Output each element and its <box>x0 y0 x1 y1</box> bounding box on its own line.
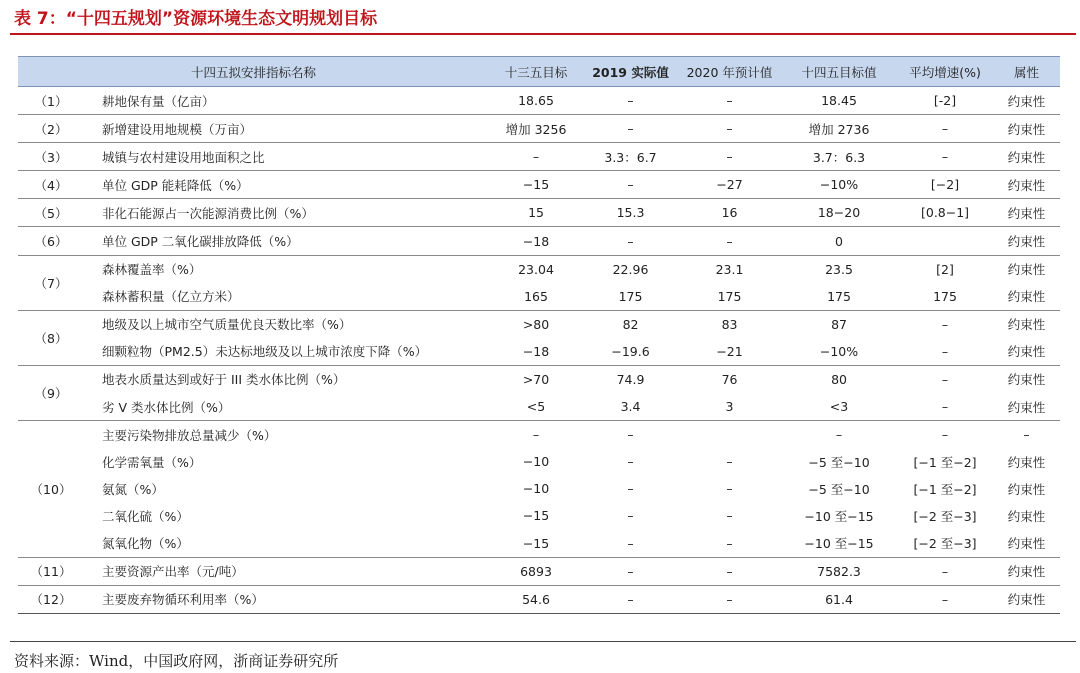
row-number: （6） <box>18 227 84 255</box>
col-attribute: 约束性 <box>1007 372 1046 388</box>
header-14th-target: 十四五目标值 <box>781 57 897 87</box>
col-2020-forecast: −21 <box>678 338 781 366</box>
col-attribute: 约束性 <box>1007 262 1046 278</box>
table-row <box>18 227 1060 255</box>
col-14th-target: 增加 2736 <box>781 115 897 143</box>
table-row <box>18 283 1060 311</box>
col-2019-actual: 3.3：6.7 <box>583 143 678 171</box>
indicator-name: 化学需氧量（%） <box>102 454 202 470</box>
col-13th-target: 18.65 <box>489 87 583 115</box>
col-14th-target: −10% <box>781 171 897 199</box>
indicator-name: 主要资源产出率（元/吨） <box>84 557 489 585</box>
col-13th-target: <5 <box>489 393 583 421</box>
col-2020-forecast: – <box>726 508 733 524</box>
row-number: （5） <box>18 199 84 227</box>
header-indicator-name: 十四五拟安排指标名称 <box>18 57 489 87</box>
table-title: 表 7：“十四五规划”资源环境生态文明规划目标 <box>14 9 378 29</box>
col-2020-forecast: – <box>678 585 781 613</box>
col-2020-forecast: 23.1 <box>715 261 744 277</box>
col-avg-growth: [0.8−1] <box>897 199 993 227</box>
col-attribute: 约束性 <box>993 87 1060 115</box>
col-attribute: 约束性 <box>993 283 1060 311</box>
col-14th-target: 7582.3 <box>781 557 897 585</box>
col-2019-actual: −19.6 <box>583 338 678 366</box>
table-row <box>18 421 1060 449</box>
table-row <box>18 585 1060 613</box>
col-avg-growth: [−2 至−3] <box>897 530 993 558</box>
col-14th-target: 87 <box>831 316 847 332</box>
row-number: （8） <box>18 310 84 365</box>
col-13th-target: 23.04 <box>518 261 554 277</box>
col-13th-target: −10 <box>522 454 550 470</box>
col-attribute: 约束性 <box>993 393 1060 421</box>
col-13th-target: −15 <box>522 508 550 524</box>
col-13th-target: 15 <box>489 199 583 227</box>
col-2020-forecast: – <box>678 115 781 143</box>
col-avg-growth: – <box>941 427 949 443</box>
indicator-name: 单位 GDP 能耗降低（%） <box>84 171 489 199</box>
col-14th-target: 18.45 <box>781 87 897 115</box>
col-2020-forecast: – <box>678 87 781 115</box>
table-row <box>18 502 1060 529</box>
col-avg-growth: – <box>897 393 993 421</box>
col-2019-actual: – <box>627 427 634 443</box>
col-14th-target: 3.7：6.3 <box>781 143 897 171</box>
col-avg-growth: [-2] <box>897 87 993 115</box>
col-2020-forecast: 3 <box>678 393 781 421</box>
col-13th-target: −18 <box>489 227 583 255</box>
col-13th-target: 6893 <box>489 557 583 585</box>
col-13th-target: – <box>532 427 540 443</box>
col-14th-target: 18−20 <box>781 199 897 227</box>
col-2019-actual: 82 <box>622 316 639 332</box>
col-attribute: 约束性 <box>993 530 1060 558</box>
col-14th-target: −10 至−15 <box>804 508 874 524</box>
row-number: （3） <box>18 143 84 171</box>
col-2019-actual: – <box>583 557 678 585</box>
col-2020-forecast: – <box>678 557 781 585</box>
table-row <box>18 115 1060 143</box>
col-2019-actual: – <box>583 585 678 613</box>
col-avg-growth: [−2] <box>897 171 993 199</box>
table-row <box>18 530 1060 558</box>
row-number: （9） <box>18 365 84 420</box>
col-avg-growth: – <box>897 338 993 366</box>
col-2019-actual: – <box>583 227 678 255</box>
col-13th-target: – <box>489 143 583 171</box>
col-14th-target: – <box>835 427 843 443</box>
col-14th-target: −10 至−15 <box>781 530 897 558</box>
col-avg-growth: – <box>897 585 993 613</box>
col-2020-forecast: 83 <box>721 316 738 332</box>
row-number: （11） <box>18 557 84 585</box>
row-number: （2） <box>18 115 84 143</box>
col-14th-target: −5 至−10 <box>808 454 870 470</box>
header-attribute: 属性 <box>993 57 1060 87</box>
table-row <box>18 87 1060 115</box>
table-row <box>18 143 1060 171</box>
col-14th-target: −10% <box>781 338 897 366</box>
col-2020-forecast: – <box>678 530 781 558</box>
col-2019-actual: 22.96 <box>612 261 649 277</box>
col-attribute: 约束性 <box>1007 454 1046 470</box>
col-2019-actual: – <box>583 530 678 558</box>
col-attribute: 约束性 <box>993 338 1060 366</box>
row-number: （10） <box>18 421 84 557</box>
row-number: （12） <box>18 585 84 613</box>
col-2020-forecast <box>678 421 781 449</box>
col-2020-forecast: – <box>678 227 781 255</box>
col-14th-target: 175 <box>781 283 897 311</box>
col-14th-target: 80 <box>831 371 847 387</box>
col-14th-target: <3 <box>781 393 897 421</box>
col-14th-target: −5 至−10 <box>808 481 870 497</box>
col-13th-target: 增加 3256 <box>489 115 583 143</box>
title-divider <box>10 33 1076 35</box>
header-13th-target: 十三五目标 <box>489 57 583 87</box>
col-avg-growth <box>897 227 993 255</box>
indicator-name: 地级及以上城市空气质量优良天数比率（%） <box>102 317 352 333</box>
table-row <box>18 338 1060 366</box>
header-avg-growth: 平均增速(%) <box>897 57 993 87</box>
table-row <box>18 310 1060 338</box>
col-2019-actual: – <box>583 87 678 115</box>
col-avg-growth: – <box>897 143 993 171</box>
indicator-name: 二氧化硫（%） <box>102 508 189 524</box>
col-2020-forecast: −27 <box>678 171 781 199</box>
col-13th-target: 54.6 <box>489 585 583 613</box>
col-2019-actual: 74.9 <box>616 371 645 387</box>
row-number: （1） <box>18 87 84 115</box>
col-avg-growth: 175 <box>897 283 993 311</box>
planning-targets-table <box>18 56 1060 614</box>
indicator-name: 劣 V 类水体比例（%） <box>84 393 489 421</box>
header-2020-forecast: 2020 年预计值 <box>678 57 781 87</box>
col-2020-forecast: 76 <box>721 371 738 387</box>
col-avg-growth: – <box>941 371 949 387</box>
col-13th-target: >80 <box>522 316 550 332</box>
indicator-name: 森林蓄积量（亿立方米） <box>84 283 489 311</box>
col-2020-forecast: 16 <box>678 199 781 227</box>
indicator-name: 主要废弃物循环利用率（%） <box>84 585 489 613</box>
header-2019-actual: 2019 实际值 <box>583 57 678 87</box>
table-row <box>18 393 1060 421</box>
col-13th-target: −15 <box>489 171 583 199</box>
col-avg-growth: [−2 至−3] <box>913 508 977 524</box>
col-avg-growth: – <box>897 115 993 143</box>
col-2020-forecast: – <box>726 454 733 470</box>
indicator-name: 单位 GDP 二氧化碳排放降低（%） <box>84 227 489 255</box>
col-13th-target: −15 <box>489 530 583 558</box>
col-14th-target: 0 <box>781 227 897 255</box>
indicator-name: 氨氮（%） <box>102 481 164 497</box>
col-13th-target: >70 <box>522 371 550 387</box>
col-attribute: 约束性 <box>993 171 1060 199</box>
col-13th-target: −10 <box>522 481 550 497</box>
col-attribute: – <box>1023 427 1030 443</box>
table-row <box>18 365 1060 393</box>
col-13th-target: 165 <box>489 283 583 311</box>
col-attribute: 约束性 <box>993 115 1060 143</box>
row-number: （7） <box>18 255 84 310</box>
source-divider <box>10 641 1076 642</box>
indicator-name: 主要污染物排放总量减少（%） <box>102 427 277 443</box>
indicator-name: 细颗粒物（PM2.5）未达标地级及以上城市浓度下降（%） <box>84 338 489 366</box>
col-2020-forecast: – <box>726 481 733 497</box>
col-attribute: 约束性 <box>1007 508 1046 524</box>
col-2019-actual: – <box>627 454 634 470</box>
indicator-name: 森林覆盖率（%） <box>102 262 202 278</box>
indicator-name: 城镇与农村建设用地面积之比 <box>84 143 489 171</box>
indicator-name: 地表水质量达到或好于 III 类水体比例（%） <box>102 372 346 388</box>
col-attribute: 约束性 <box>993 227 1060 255</box>
col-2019-actual: – <box>583 115 678 143</box>
col-13th-target: −18 <box>489 338 583 366</box>
col-2020-forecast: – <box>678 143 781 171</box>
col-avg-growth: [2] <box>936 261 954 277</box>
col-avg-growth: – <box>897 557 993 585</box>
col-avg-growth: [−1 至−2] <box>913 481 977 497</box>
col-2019-actual: 175 <box>583 283 678 311</box>
table-header-row <box>18 57 1060 87</box>
indicator-name: 新增建设用地规模（万亩） <box>84 115 489 143</box>
col-2019-actual: 15.3 <box>583 199 678 227</box>
col-attribute: 约束性 <box>993 585 1060 613</box>
col-2019-actual: 3.4 <box>583 393 678 421</box>
indicator-name: 耕地保有量（亿亩） <box>84 87 489 115</box>
table-row <box>18 171 1060 199</box>
table-row <box>18 255 1060 283</box>
col-attribute: 约束性 <box>1007 317 1046 333</box>
col-attribute: 约束性 <box>1007 481 1046 497</box>
source-note: 资料来源：Wind，中国政府网，浙商证券研究所 <box>14 652 339 670</box>
table-row <box>18 448 1060 475</box>
col-2019-actual: – <box>627 508 634 524</box>
col-2020-forecast: 175 <box>678 283 781 311</box>
table-row <box>18 557 1060 585</box>
col-2019-actual: – <box>627 481 634 497</box>
table-row <box>18 199 1060 227</box>
col-avg-growth: [−1 至−2] <box>913 454 977 470</box>
col-14th-target: 61.4 <box>781 585 897 613</box>
row-number: （4） <box>18 171 84 199</box>
table-row <box>18 475 1060 502</box>
col-14th-target: 23.5 <box>825 261 853 277</box>
indicator-name: 氮氧化物（%） <box>84 530 489 558</box>
col-avg-growth: – <box>941 316 949 332</box>
col-2019-actual: – <box>583 171 678 199</box>
col-attribute: 约束性 <box>993 199 1060 227</box>
col-attribute: 约束性 <box>993 557 1060 585</box>
indicator-name: 非化石能源占一次能源消费比例（%） <box>84 199 489 227</box>
col-attribute: 约束性 <box>993 143 1060 171</box>
